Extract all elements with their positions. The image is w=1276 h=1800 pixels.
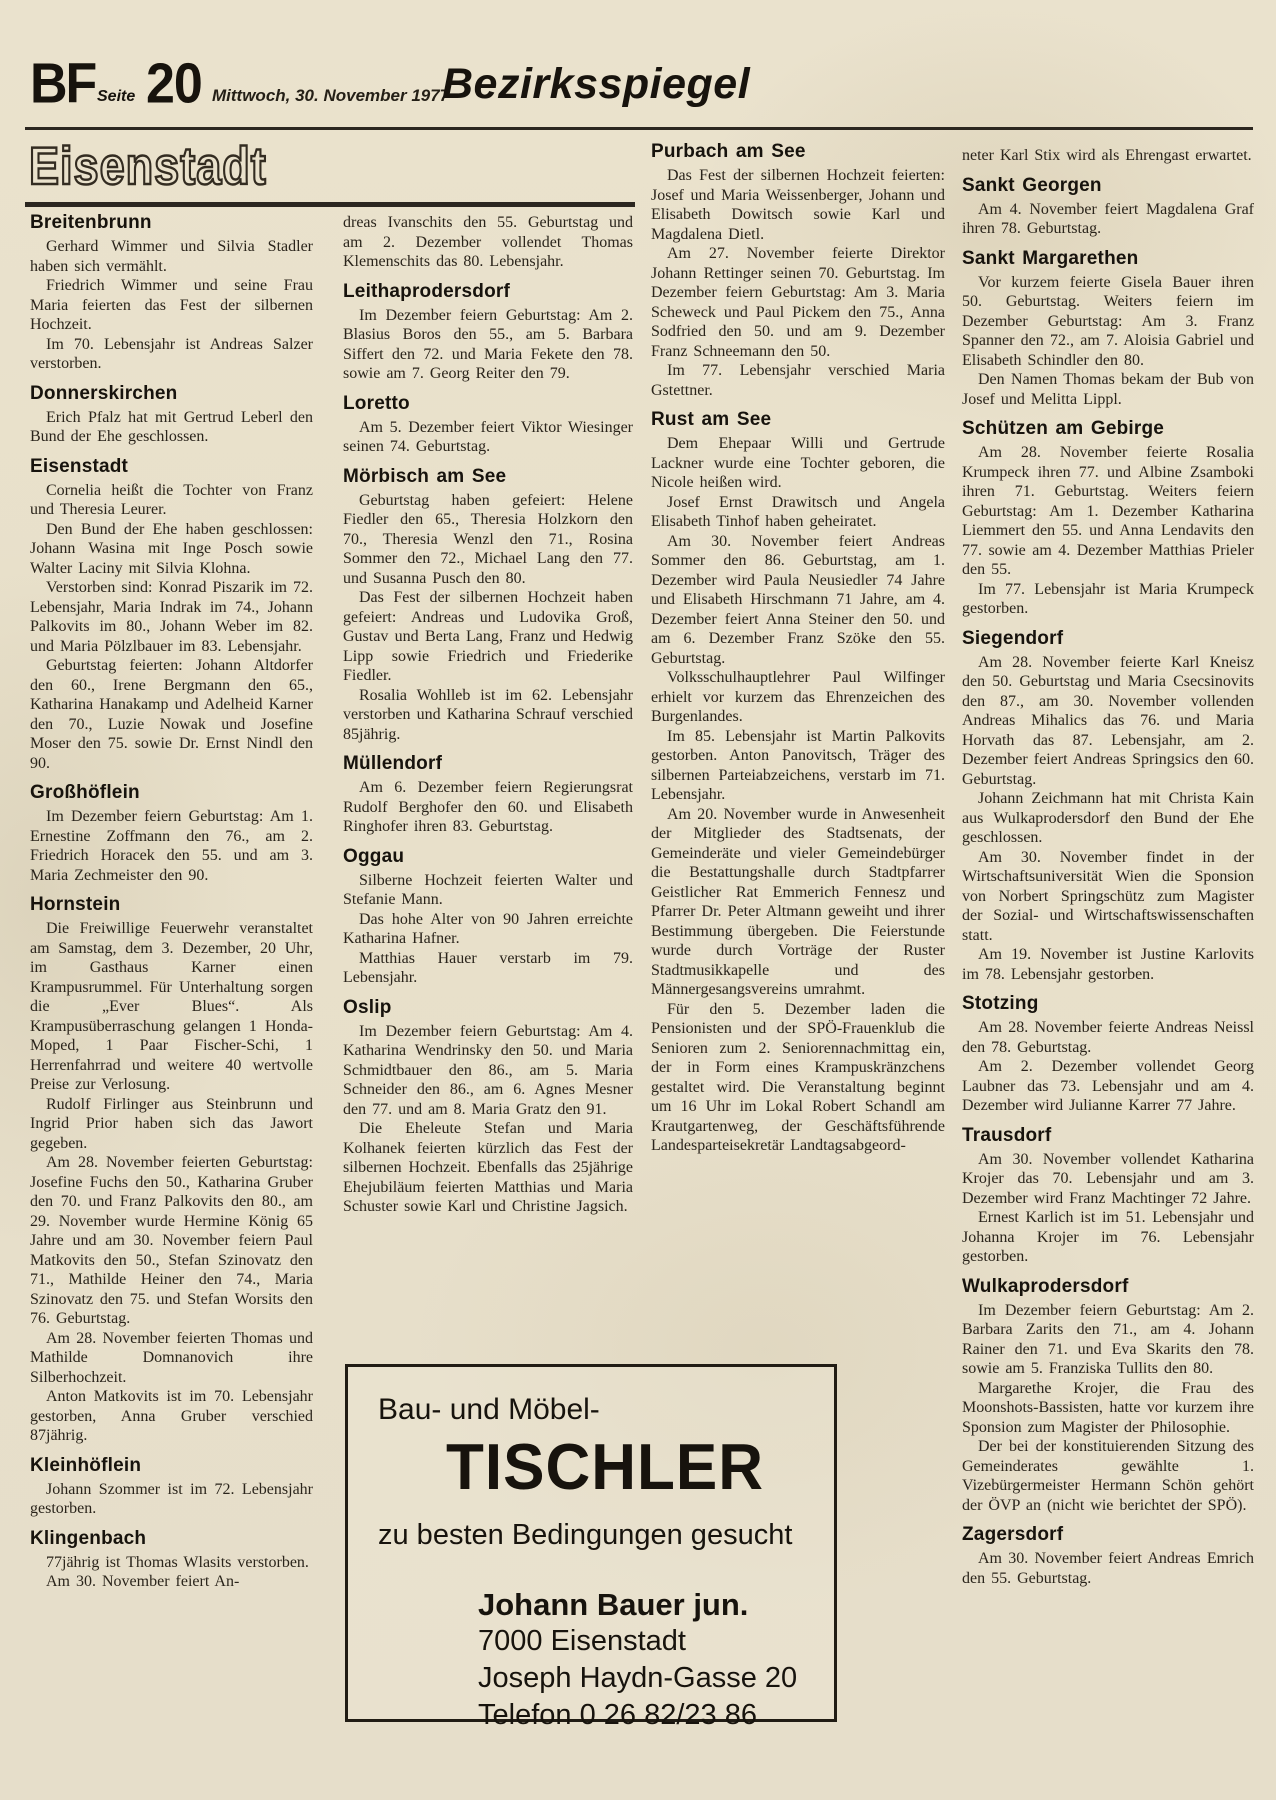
news-paragraph: Das hohe Alter von 90 Jahren erreichte Katharina Hafner. [343, 910, 633, 947]
news-paragraph: Im Dezember feiern Geburtstag: Am 4. Katharina Wendrinsky den 50. und Maria Schmidtbauer den 86., am 5. Maria Schneider den 86., am 6. Agnes Mesner den 77. und am 8. Maria Gratz den 91. [343, 1022, 633, 1118]
section-heading: Trausdorf [962, 1124, 1052, 1146]
news-column-3 [651, 142, 945, 1156]
news-paragraph: Das Fest der silbernen Hochzeit haben gefeiert: Andreas und Ludovika Groß, Gustav und Berta Lang, Franz und Hedwig Lipp sowie Friedrich und Friederike Fiedler. [343, 589, 633, 684]
news-paragraph: Rosalia Wohlleb ist im 62. Lebensjahr verstorben und Katharina Schrauf verschied 85jährig. [343, 686, 633, 743]
tischler-job-ad [345, 1364, 837, 1731]
section-heading: Großhöflein [30, 782, 140, 803]
news-paragraph: Der bei der konstituierenden Sitzung des Gemeinderates gewählte 1. Vizebürgermeister Hermann Schön gehört der ÖVP an (nicht wie berichtet der SPÖ). [962, 1438, 1254, 1514]
news-paragraph: Am 27. November feierte Direktor Johann Rettinger seinen 70. Geburtstag. Im Dezember feiern Geburtstag: Am 3. Maria Scheweck und Paul Pickem den 75., Anna Sodfried den 50. und am 9. Dezember Franz Schneemann den 50. [651, 245, 945, 360]
news-paragraph: Im Dezember feiern Geburtstag: Am 1. Ernestine Zoffmann den 76., am 2. Friedrich Horacek den 55. und am 3. Maria Zechmeister den 90. [30, 808, 313, 884]
page-title: Bezirksspiegel [442, 60, 751, 108]
ad-address-street: Joseph Haydn-Gasse 20 [478, 1662, 798, 1694]
news-paragraph: Im 70. Lebensjahr ist Andreas Salzer verstorben. [30, 335, 313, 372]
news-paragraph: Silberne Hochzeit feierten Walter und Stefanie Mann. [343, 871, 633, 908]
section-heading: Schützen am Gebirge [962, 418, 1165, 439]
news-paragraph: Friedrich Wimmer und seine Frau Maria feierten das Fest der silbernen Hochzeit. [30, 277, 313, 333]
news-paragraph: Das Fest der silbernen Hochzeit feierten: Josef und Maria Weissenberger, Johann und Elisabeth Dowitsch sowie Karl und Magdalena Dietl. [651, 167, 945, 243]
ad-contact-block [478, 1586, 804, 1734]
section-heading: Breitenbrunn [30, 212, 152, 233]
ad-contact-name: Johann Bauer jun. [478, 1587, 749, 1622]
issue-date: Mittwoch, 30. November 1977 [212, 86, 450, 105]
news-paragraph: Am 6. Dezember feiern Regierungsrat Rudolf Berghofer den 60. und Elisabeth Ringhofer ihren 83. Geburtstag. [343, 779, 633, 835]
news-paragraph: Rudolf Firlinger aus Steinbrunn und Ingrid Prior haben sich das Jawort gegeben. [30, 1095, 313, 1152]
news-column-2 [343, 213, 633, 1217]
news-paragraph: Margarethe Krojer, die Frau des Moonshots-Bassisten, hatte vor kurzem ihre Sponsion zum Magister der Philosophie. [962, 1379, 1254, 1436]
news-paragraph: Am 28. November feierte Rosalia Krumpeck ihren 77. und Albine Zsamboki ihren 71. Geburtstag. Weiters feiern Geburtstag: Am 1. Dezember Katharina Liemmert den 55. und Anna Lendavits den 77. sowie am 4. Dezember Matthias Prieler den 55. [962, 444, 1254, 578]
section-heading: Oslip [343, 996, 392, 1018]
ad-phone: Telefon 0 26 82/23 86 [478, 1699, 757, 1731]
news-paragraph: Geburtstag haben gefeiert: Helene Fiedler den 65., Theresia Holzkorn den 70., Theresia Wenzl den 71., Rosina Sommer den 72., Michael Lang den 77. und Susanna Pusch den 80. [343, 491, 633, 587]
news-paragraph: Am 28. November feierten Geburtstag: Josefine Fuchs den 50., Katharina Gruber den 70. und Franz Palkovits den 80., am 29. November wurde Hermine König 65 Jahre und am 30. November feiern Paul Matkovits den 50., Stefan Szinovatz den 71., Mathilde Heiner den 74., Maria Szinovatz den 75. und Stefan Worsits den 76. Geburtstag. [30, 1154, 313, 1327]
section-heading: Wulkaprodersdorf [962, 1275, 1129, 1297]
news-paragraph: Cornelia heißt die Tochter von Franz und Theresia Leurer. [30, 481, 313, 518]
news-paragraph: Am 30. November feiert An- [46, 1573, 240, 1590]
news-paragraph: Am 30. November vollendet Katharina Krojer das 70. Lebensjahr und am 3. Dezember wird Franz Machtinger 72 Jahre. [962, 1150, 1254, 1207]
news-paragraph: Johann Szommer ist im 72. Lebensjahr gestorben. [30, 1480, 313, 1517]
news-paragraph: Verstorben sind: Konrad Piszarik im 72. Lebensjahr, Maria Indrak im 74., Johann Palkovits im 80., Johann Weber im 82. und Maria Pölzlbauer im 83. Lebensjahr. [30, 579, 313, 655]
news-paragraph: Die Eheleute Stefan und Maria Kolhanek feierten kürzlich das Fest der silbernen Hochzeit. Ebenfalls das 25jährige Ehejubiläum feierten Matthias und Maria Schuster sowie Karl und Christine Jagsich. [343, 1120, 633, 1215]
masthead-rule [25, 202, 635, 207]
section-heading: Purbach am See [651, 141, 806, 162]
news-column-4 [962, 146, 1254, 1588]
news-paragraph: Gerhard Wimmer und Silvia Stadler haben sich vermählt. [30, 238, 313, 275]
news-paragraph: Am 5. Dezember feiert Viktor Wiesinger seinen 74. Geburtstag. [343, 418, 633, 455]
news-paragraph: Johann Zeichmann hat mit Christa Kain aus Wulkaprodersdorf den Bund der Ehe geschlossen. [962, 790, 1254, 846]
section-heading: Sankt Margarethen [962, 247, 1139, 269]
section-heading: Oggau [343, 845, 405, 867]
news-paragraph: Den Namen Thomas bekam der Bub von Josef und Melitta Lippl. [962, 371, 1254, 408]
news-paragraph: Am 20. November wurde in Anwesenheit der Mitglieder des Stadtsenats, der Gemeinderäte und vieler Gemeindebürger die Bestattungshalle durch Stadtpfarrer Geistlicher Rat Emmerich Fennesz und Pfarrer Dr. Peter Altmann geweiht und ihrer Bestimmung übergeben. Die Feierstunde wurde durch Vorträge der Ruster Stadtmusikkapelle und des Männergesangsvereins umrahmt. [651, 805, 945, 998]
header-rule [25, 127, 1253, 130]
news-paragraph: Erich Pfalz hat mit Gertrud Leberl den Bund der Ehe geschlossen. [30, 408, 313, 445]
ad-top-line: Bau- und Möbel- [378, 1393, 600, 1426]
news-paragraph: Volksschulhauptlehrer Paul Wilfinger erhielt vor kurzem das Ehrenzeichen des Burgenlandes. [651, 669, 945, 725]
section-heading: Leithaprodersdorf [343, 280, 511, 302]
page-label: Seite [97, 88, 136, 105]
news-paragraph: Im Dezember feiern Geburtstag: Am 2. Blasius Boros den 55., am 5. Barbara Siffert den 72. und Maria Fekete den 78. sowie am 7. Georg Reiter den 79. [343, 306, 633, 382]
news-paragraph: Den Bund der Ehe haben geschlossen: Johann Wasina mit Inge Posch sowie Walter Laciny mit Silvia Klohna. [30, 520, 313, 577]
ad-address-city: 7000 Eisenstadt [478, 1625, 686, 1657]
news-paragraph: neter Karl Stix wird als Ehrengast erwartet. [962, 147, 1252, 164]
section-heading: Sankt Georgen [962, 174, 1102, 196]
section-heading: Kleinhöflein [30, 1454, 142, 1476]
section-heading: Siegendorf [962, 627, 1064, 649]
news-paragraph: Am 28. November feierte Andreas Neissl den 78. Geburtstag. [962, 1019, 1254, 1056]
news-paragraph: Am 30. November feiert Andreas Sommer den 86. Geburtstag, am 1. Dezember wird Paula Neusiedler 74 Jahre und Elisabeth Hirschmann 71 Jahre, am 4. Dezember feiert Anna Steiner den 50. und am 6. Dezember Franz Szöke den 55. Geburtstag. [651, 532, 945, 667]
section-heading: Zagersdorf [962, 1524, 1064, 1545]
news-paragraph: Dem Ehepaar Willi und Gertrude Lackner wurde eine Tochter geboren, die Nicole heißen wird. [651, 435, 945, 491]
news-paragraph: Im 77. Lebensjahr ist Maria Krumpeck gestorben. [962, 580, 1254, 617]
news-paragraph: Am 28. November feierte Karl Kneisz den 50. Geburtstag und Maria Csecsinovits den 87., am 30. November vollenden Andreas Mihalics das 76. und Maria Horvath das 87. Lebensjahr, am 2. Dezember feiert Andreas Springsics den 60. Geburtstag. [962, 653, 1254, 788]
section-heading: Donnerskirchen [30, 382, 178, 404]
news-paragraph: Am 30. November findet in der Wirtschaftsuniversität Wien die Sponsion von Norbert Springschütz zum Magister der Sozial- und Wirtschaftswissenschaften statt. [962, 848, 1254, 944]
news-paragraph: Am 30. November feiert Andreas Emrich den 55. Geburtstag. [962, 1550, 1254, 1587]
news-paragraph: Am 28. November feierten Thomas und Mathilde Domnanovich ihre Silberhochzeit. [30, 1329, 313, 1386]
news-paragraph: Am 4. November feiert Magdalena Graf ihren 78. Geburtstag. [962, 200, 1254, 237]
section-heading: Stotzing [962, 993, 1039, 1014]
news-paragraph: Ernest Karlich ist im 51. Lebensjahr und Johanna Krojer im 76. Lebensjahr gestorben. [962, 1209, 1254, 1265]
section-heading: Rust am See [651, 409, 772, 430]
section-heading: Hornstein [30, 894, 121, 915]
region-masthead: Eisenstadt [29, 135, 267, 195]
section-heading: Mörbisch am See [343, 465, 507, 487]
news-paragraph: Vor kurzem feierte Gisela Bauer ihren 50. Geburtstag. Weiters feiern im Dezember Geburtstag: Am 3. Franz Spanner den 72., am 7. Aloisia Gabriel und Elisabeth Schindler den 80. [962, 273, 1254, 369]
section-heading: Klingenbach [30, 1527, 147, 1549]
ad-subline: zu besten Bedingungen gesucht [378, 1519, 793, 1551]
news-paragraph: Anton Matkovits ist im 70. Lebensjahr gestorben, Anna Gruber verschied 87jährig. [30, 1388, 313, 1444]
news-paragraph: Am 2. Dezember vollendet Georg Laubner das 73. Lebensjahr und am 4. Dezember wird Julianne Karrer 77 Jahre. [962, 1058, 1254, 1114]
section-heading: Loretto [343, 392, 410, 414]
page-number: 20 [146, 52, 202, 116]
section-heading: Eisenstadt [30, 455, 129, 477]
news-paragraph: Josef Ernst Drawitsch und Angela Elisabeth Tinhof haben geheiratet. [651, 493, 945, 530]
section-heading: Müllendorf [343, 753, 443, 774]
ad-headline: TISCHLER [446, 1431, 764, 1504]
news-paragraph: 77jährig ist Thomas Wlasits verstorben. [46, 1553, 309, 1571]
news-paragraph: Im 77. Lebensjahr verschied Maria Gstettner. [651, 362, 945, 399]
news-column-1 [30, 213, 313, 1592]
news-paragraph: Matthias Hauer verstarb im 79. Lebensjahr. [343, 949, 633, 986]
news-paragraph: dreas Ivanschits den 55. Geburtstag und am 2. Dezember vollendet Thomas Klemenschits das 80. Lebensjahr. [343, 214, 633, 270]
news-paragraph: Im 85. Lebensjahr ist Martin Palkovits gestorben. Anton Panovitsch, Träger des silbernen Parteiabzeichens, verstarb im 71. Lebensjahr. [651, 727, 945, 803]
news-paragraph: Geburtstag feierten: Johann Altdorfer den 60., Irene Bergmann den 65., Katharina Hanakamp und Adelheid Karner den 70., Luzie Nowak und Josefine Moser den 75. sowie Dr. Ernst Nindl den 90. [30, 657, 313, 772]
news-paragraph: Für den 5. Dezember laden die Pensionisten und der SPÖ-Frauenklub die Senioren zum 2. Seniorennachmittag ein, der in Form eines Krampuskränzchens gestaltet wird. Die Veranstaltung beginnt um 16 Uhr im Lokal Robert Schandl am Krautgartenweg, der Geschäftsführende Landesparteisekretär Landtagsabgeord- [651, 1000, 945, 1154]
news-paragraph: Die Freiwillige Feuerwehr veranstaltet am Samstag, dem 3. Dezember, 20 Uhr, im Gasthaus Karner einen Krampusrummel. Für Unterhaltung sorgen die „Ever Blues“. Als Krampusüberraschung gelangen 1 Honda-Moped, 1 Paar Fischer-Schi, 1 Herrenfahrrad und weitere 40 wertvolle Preise zur Verlosung. [30, 920, 313, 1093]
news-paragraph: Im Dezember feiern Geburtstag: Am 2. Barbara Zarits den 71., am 4. Johann Rainer den 71. und Eva Skarits den 78. sowie am 5. Franziska Tullits den 80. [962, 1301, 1254, 1377]
news-paragraph: Am 19. November ist Justine Karlovits im 78. Lebensjahr gestorben. [962, 946, 1254, 983]
newspaper-logo: BF [30, 52, 96, 116]
